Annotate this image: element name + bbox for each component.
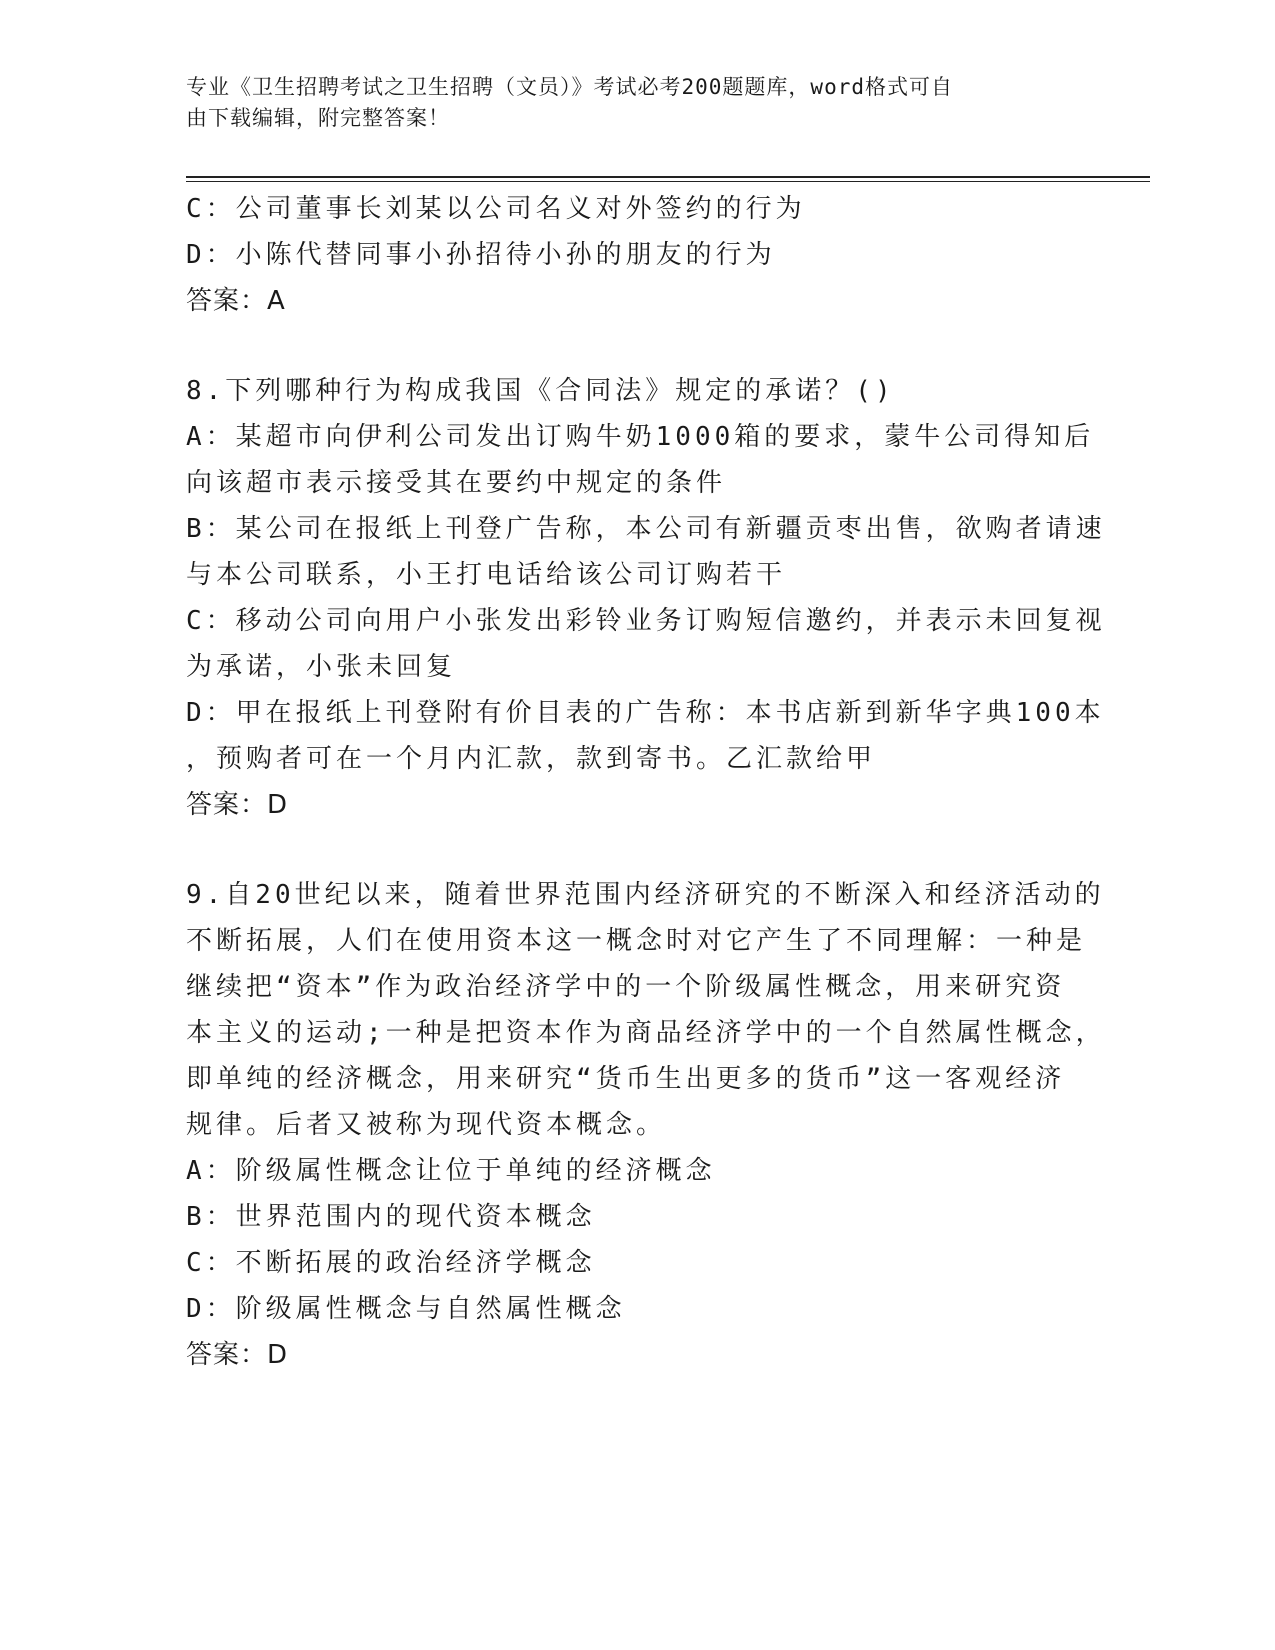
q9-option-a: A：阶级属性概念让位于单纯的经济概念	[186, 1156, 716, 1186]
question-8	[186, 368, 1106, 828]
q9-stem-line-5: 即单纯的经济概念，用来研究“货币生出更多的货币”这一客观经济	[186, 1064, 1066, 1094]
question-9	[186, 872, 1106, 1378]
header-divider-thin	[186, 181, 1150, 182]
q8-option-d-line-2: ，预购者可在一个月内汇款，款到寄书。乙汇款给甲	[186, 744, 877, 774]
spacer	[186, 828, 1086, 872]
q8-option-b-line-2: 与本公司联系，小王打电话给该公司订购若干	[186, 560, 787, 590]
q8-option-b-line-1: B：某公司在报纸上刊登广告称，本公司有新疆贡枣出售，欲购者请速	[186, 514, 1106, 544]
document-header	[186, 72, 1066, 134]
q9-stem-line-2: 不断拓展，人们在使用资本这一概念时对它产生了不同理解：一种是	[186, 926, 1087, 956]
document-body	[186, 186, 1106, 1378]
q7-option-d: D：小陈代替同事小孙招待小孙的朋友的行为	[186, 240, 776, 270]
q9-stem-line-6: 规律。后者又被称为现代资本概念。	[186, 1110, 667, 1140]
q8-option-c-line-1: C：移动公司向用户小张发出彩铃业务订购短信邀约，并表示未回复视	[186, 606, 1106, 636]
header-line-2: 由下载编辑，附完整答案！	[186, 106, 450, 130]
header-divider-thick	[186, 176, 1150, 178]
spacer	[186, 324, 1086, 368]
q8-option-a-line-1: A：某超市向伊利公司发出订购牛奶1000箱的要求，蒙牛公司得知后	[186, 422, 1095, 452]
q9-answer: 答案：D	[186, 1340, 289, 1370]
q8-answer: 答案：D	[186, 790, 289, 820]
q9-stem-line-4: 本主义的运动;一种是把资本作为商品经济学中的一个自然属性概念，	[186, 1018, 1106, 1048]
q7-option-c: C：公司董事长刘某以公司名义对外签约的行为	[186, 194, 806, 224]
q9-option-d: D：阶级属性概念与自然属性概念	[186, 1294, 626, 1324]
q9-stem-line-3: 继续把“资本”作为政治经济学中的一个阶级属性概念，用来研究资	[186, 972, 1066, 1002]
q8-option-c-line-2: 为承诺，小张未回复	[186, 652, 457, 682]
q7-answer: 答案：A	[186, 286, 286, 316]
q8-option-d-line-1: D：甲在报纸上刊登附有价目表的广告称：本书店新到新华字典100本	[186, 698, 1105, 728]
question-7-tail	[186, 186, 1086, 324]
q8-option-a-line-2: 向该超市表示接受其在要约中规定的条件	[186, 468, 727, 498]
header-line-1: 专业《卫生招聘考试之卫生招聘（文员）》考试必考200题题库，word格式可自	[186, 75, 953, 99]
q9-stem-line-1: 9.自20世纪以来，随着世界范围内经济研究的不断深入和经济活动的	[186, 880, 1105, 910]
q9-option-c: C：不断拓展的政治经济学概念	[186, 1248, 596, 1278]
q9-option-b: B：世界范围内的现代资本概念	[186, 1202, 596, 1232]
q8-stem: 8.下列哪种行为构成我国《合同法》规定的承诺？()	[186, 376, 895, 406]
